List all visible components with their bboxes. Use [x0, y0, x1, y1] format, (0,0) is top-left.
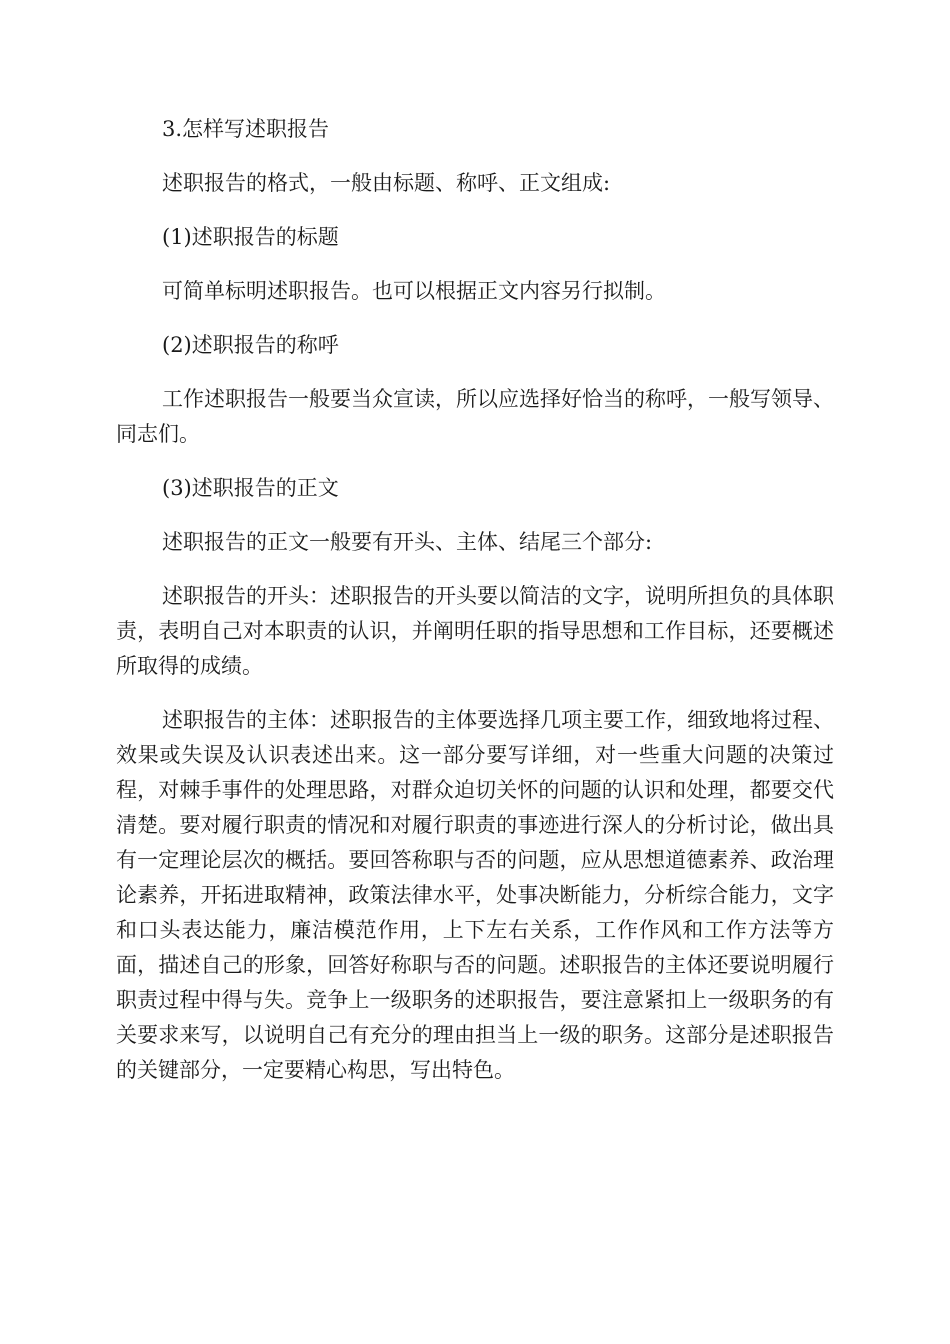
section-heading: 3.怎样写述职报告 — [162, 117, 330, 141]
body-paragraph: 可简单标明述职报告。也可以根据正文内容另行拟制。 — [162, 279, 666, 303]
body-paragraph: 工作述职报告一般要当众宣读，所以应选择好恰当的称呼，一般写领导、同志们。 — [116, 387, 834, 446]
body-paragraph-main: 述职报告的主体：述职报告的主体要选择几项主要工作，细致地将过程、效果或失误及认识表述出来。这一部分要写详细，对一些重大问题的决策过程，对棘手事件的处理思路，对群众迫切关怀的问题的认识和处理，都要交代清楚。要对履行职责的情况和对履行职责的事迹进行深人的分析讨论，做出具有一定理论层次的概括。要回答称职与否的问题，应从思想道德素养、政治理论素养，开拓进取精神，政策法律水平，处事决断能力，分析综合能力，文字和口头表达能力，廉洁模范作用，上下左右关系，工作作风和工作方法等方面，描述自己的形象，回答好称职与否的问题。述职报告的主体还要说明履行职责过程中得与失。竞争上一级职务的述职报告，要注意紧扣上一级职务的有关要求来写，以说明自己有充分的理由担当上一级的职务。这部分是述职报告的关键部分，一定要精心构思，写出特色。 — [116, 708, 834, 1082]
document-page — [116, 112, 834, 1088]
subheading-salutation: (2)述职报告的称呼 — [162, 333, 339, 357]
subheading-body: (3)述职报告的正文 — [162, 476, 339, 500]
subheading-title: (1)述职报告的标题 — [162, 225, 339, 249]
body-paragraph: 述职报告的正文一般要有开头、主体、结尾三个部分: — [162, 530, 653, 554]
body-paragraph-opening: 述职报告的开头：述职报告的开头要以简洁的文字，说明所担负的具体职责，表明自己对本职责的认识，并阐明任职的指导思想和工作目标，还要概述所取得的成绩。 — [116, 584, 834, 678]
body-paragraph: 述职报告的格式，一般由标题、称呼、正文组成: — [162, 171, 611, 195]
